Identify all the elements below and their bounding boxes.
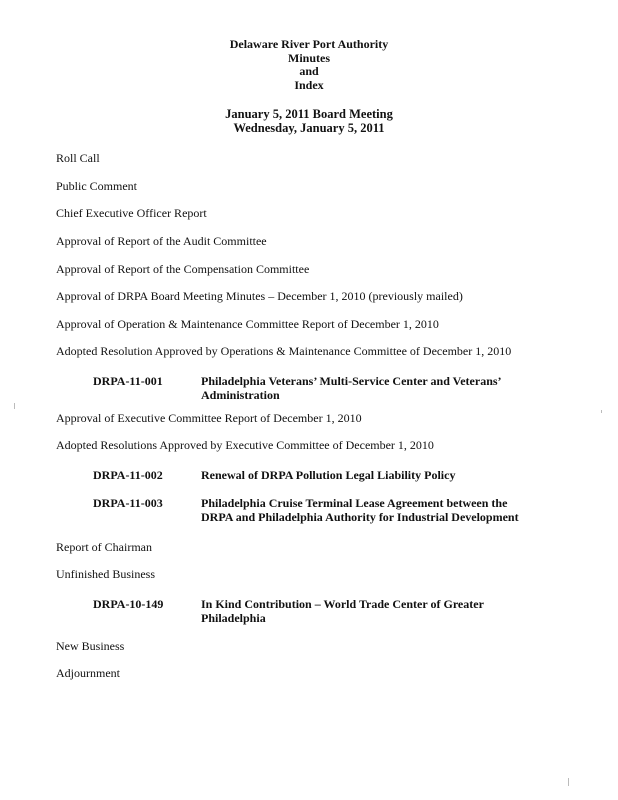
agenda-adjournment: Adjournment bbox=[56, 666, 120, 680]
agenda-audit-committee: Approval of Report of the Audit Committee bbox=[56, 234, 267, 248]
agenda-om-adopted-resolution: Adopted Resolution Approved by Operations & Maintenance Committee of December 1, 2010 bbox=[56, 344, 512, 358]
agenda-compensation-committee: Approval of Report of the Compensation Committee bbox=[56, 262, 310, 276]
resolution-title: Philadelphia Cruise Terminal Lease Agreement between the DRPA and Philadelphia Authority for Industrial Development bbox=[201, 496, 519, 524]
agenda-report-of-chairman: Report of Chairman bbox=[56, 540, 152, 554]
header-index: Index bbox=[294, 77, 324, 92]
resolution-number: DRPA-11-001 bbox=[93, 374, 163, 388]
agenda-roll-call: Roll Call bbox=[56, 151, 100, 165]
meeting-title: January 5, 2011 Board Meeting bbox=[225, 107, 393, 121]
agenda-new-business: New Business bbox=[56, 639, 125, 653]
resolution-title: Renewal of DRPA Pollution Legal Liability Policy bbox=[201, 468, 456, 482]
resolution-title: Philadelphia Veterans’ Multi-Service Center and Veterans’ Administration bbox=[201, 374, 501, 402]
scan-speck bbox=[568, 778, 569, 786]
agenda-executive-adopted-resolutions: Adopted Resolutions Approved by Executive Committee of December 1, 2010 bbox=[56, 438, 434, 452]
resolution-number: DRPA-11-003 bbox=[93, 496, 163, 510]
resolution-number: DRPA-11-002 bbox=[93, 468, 163, 482]
agenda-om-report: Approval of Operation & Maintenance Committee Report of December 1, 2010 bbox=[56, 317, 439, 331]
meeting-date: Wednesday, January 5, 2011 bbox=[233, 120, 385, 135]
meeting-header bbox=[0, 108, 618, 135]
agenda-public-comment: Public Comment bbox=[56, 179, 137, 193]
header-minutes: Minutes bbox=[288, 50, 330, 65]
document-header bbox=[0, 38, 618, 92]
resolution-number: DRPA-10-149 bbox=[93, 597, 164, 611]
scan-speck bbox=[601, 410, 602, 413]
resolution-title: In Kind Contribution – World Trade Center of Greater Philadelphia bbox=[201, 597, 484, 625]
header-and: and bbox=[299, 64, 319, 78]
scan-speck bbox=[14, 403, 15, 409]
agenda-ceo-report: Chief Executive Officer Report bbox=[56, 206, 207, 220]
agenda-executive-report: Approval of Executive Committee Report of December 1, 2010 bbox=[56, 411, 362, 425]
organization-name: Delaware River Port Authority bbox=[229, 37, 389, 51]
agenda-board-minutes: Approval of DRPA Board Meeting Minutes – December 1, 2010 (previously mailed) bbox=[56, 289, 463, 303]
agenda-unfinished-business: Unfinished Business bbox=[56, 567, 155, 581]
